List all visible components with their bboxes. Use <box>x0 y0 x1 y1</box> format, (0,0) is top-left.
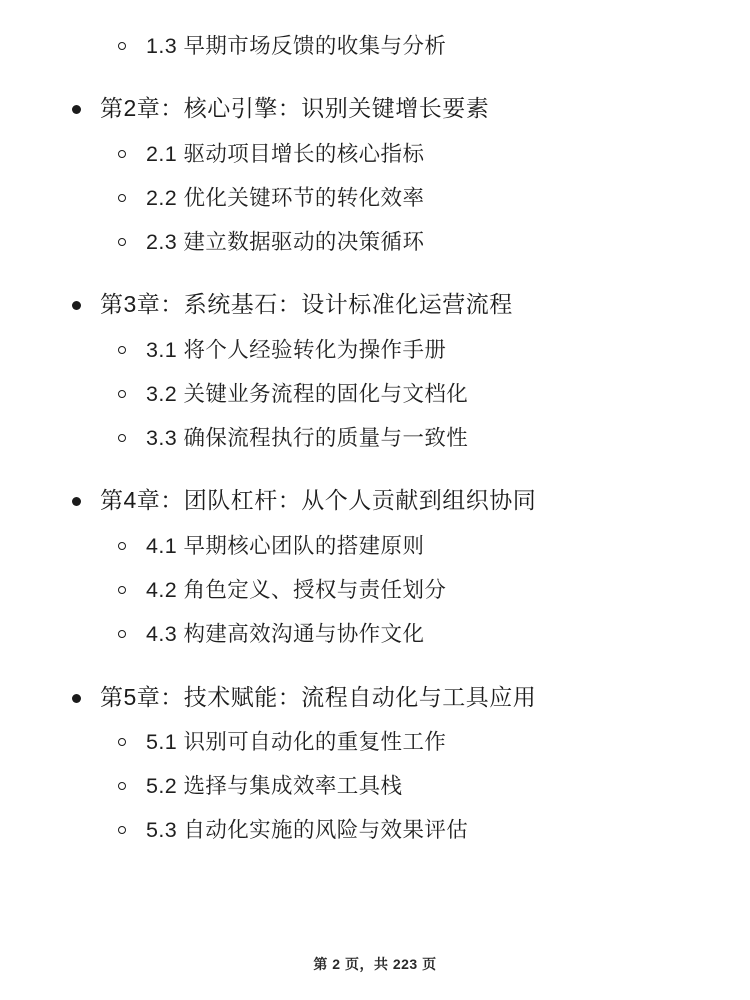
toc-section-item[interactable] <box>60 530 690 562</box>
toc-entry-label: 1.3 早期市场反馈的收集与分析 <box>146 34 447 58</box>
toc-entry-label: 5.2 选择与集成效率工具栈 <box>146 774 403 799</box>
toc-chapter-item[interactable] <box>60 681 690 714</box>
toc-entry-label: 4.2 角色定义、授权与责任划分 <box>146 578 447 603</box>
toc-entry-label: 2.1 驱动项目增长的核心指标 <box>146 141 425 166</box>
toc-section-item[interactable] <box>60 30 690 62</box>
toc-entry-label: 2.2 优化关键环节的转化效率 <box>146 185 425 210</box>
table-of-contents <box>60 30 690 847</box>
toc-entry-label: 第5章：技术赋能：流程自动化与工具应用 <box>100 683 537 710</box>
toc-section-item[interactable] <box>60 618 690 650</box>
toc-section-item[interactable] <box>60 226 690 258</box>
toc-entry-label: 第3章：系统基石：设计标准化运营流程 <box>100 291 513 318</box>
toc-section-item[interactable] <box>60 726 690 758</box>
toc-entry-label: 4.3 构建高效沟通与协作文化 <box>146 622 425 647</box>
toc-entry-label: 4.1 早期核心团队的搭建原则 <box>146 533 425 558</box>
toc-section-item[interactable] <box>60 182 690 214</box>
toc-chapter-item[interactable] <box>60 484 690 517</box>
toc-section-item[interactable] <box>60 422 690 454</box>
toc-entry-label: 3.2 关键业务流程的固化与文档化 <box>146 381 469 406</box>
toc-chapter-item[interactable] <box>60 92 690 125</box>
toc-section-item[interactable] <box>60 378 690 410</box>
toc-entry-label: 3.3 确保流程执行的质量与一致性 <box>146 426 469 451</box>
toc-entry-label: 第2章：核心引擎：识别关键增长要素 <box>100 95 490 122</box>
toc-entry-label: 第4章：团队杠杆：从个人贡献到组织协同 <box>100 487 537 514</box>
toc-entry-label: 3.1 将个人经验转化为操作手册 <box>146 337 447 362</box>
toc-entry-label: 2.3 建立数据驱动的决策循环 <box>146 230 425 255</box>
toc-section-item[interactable] <box>60 814 690 846</box>
toc-section-item[interactable] <box>60 138 690 170</box>
toc-chapter-item[interactable] <box>60 288 690 321</box>
toc-entry-label: 5.3 自动化实施的风险与效果评估 <box>146 818 469 843</box>
toc-section-item[interactable] <box>60 770 690 802</box>
toc-section-item[interactable] <box>60 574 690 606</box>
toc-section-item[interactable] <box>60 334 690 366</box>
page-footer: 第 2 页，共 223 页 <box>313 956 437 972</box>
toc-entry-label: 5.1 识别可自动化的重复性工作 <box>146 729 447 754</box>
